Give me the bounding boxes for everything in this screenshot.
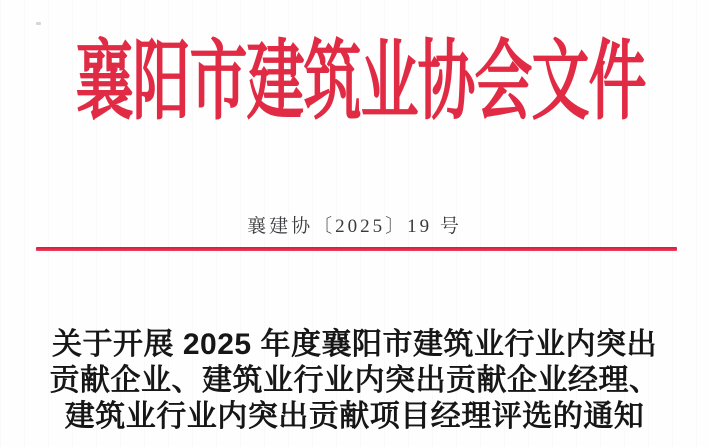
notice-title-line-3: 建筑业行业内突出贡献项目经理评选的通知	[64, 400, 645, 433]
notice-title	[0, 327, 709, 435]
notice-title-line-1: 关于开展 2025 年度襄阳市建筑业行业内突出	[52, 328, 657, 361]
doc-reference-number: 襄建协〔2025〕19 号	[247, 216, 462, 237]
notice-title-line-2: 贡献企业、建筑业行业内突出贡献企业经理、	[49, 364, 660, 397]
scan-artifact	[36, 22, 41, 25]
red-divider-line	[36, 247, 677, 251]
org-header-title: 襄阳市建筑业协会文件	[75, 30, 646, 132]
